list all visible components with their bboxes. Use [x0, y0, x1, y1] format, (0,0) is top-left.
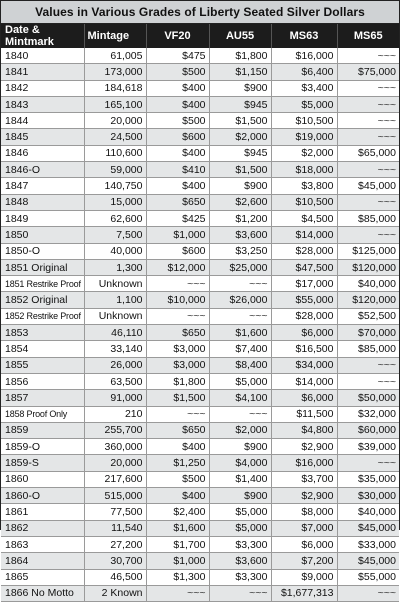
cell-ms63: $11,500	[271, 406, 337, 422]
cell-ms63: $2,900	[271, 439, 337, 455]
cell-date-mintmark: 1854	[1, 341, 84, 357]
cell-vf20: ~~~	[146, 276, 209, 292]
cell-vf20: $3,000	[146, 341, 209, 357]
cell-date-mintmark: 1849	[1, 210, 84, 226]
cell-mintage: 515,000	[84, 488, 146, 504]
cell-vf20: ~~~	[146, 585, 209, 601]
cell-au55: $1,200	[209, 210, 271, 226]
cell-date-mintmark: 1842	[1, 80, 84, 96]
cell-mintage: 165,100	[84, 96, 146, 112]
cell-vf20: $400	[146, 80, 209, 96]
cell-date-mintmark: 1857	[1, 390, 84, 406]
cell-ms63: $7,000	[271, 520, 337, 536]
table-row	[1, 357, 399, 373]
cell-ms63: $55,000	[271, 292, 337, 308]
cell-ms65: $32,000	[337, 406, 399, 422]
table-row	[1, 520, 399, 536]
cell-ms63: $47,500	[271, 259, 337, 275]
table-title: Values in Various Grades of Liberty Seated Silver Dollars	[1, 1, 399, 24]
cell-ms65: $33,000	[337, 536, 399, 552]
cell-au55: $945	[209, 96, 271, 112]
cell-vf20: $1,700	[146, 536, 209, 552]
cell-au55: $1,400	[209, 471, 271, 487]
table-row	[1, 80, 399, 96]
cell-mintage: 7,500	[84, 227, 146, 243]
cell-date-mintmark: 1843	[1, 96, 84, 112]
table-row	[1, 422, 399, 438]
cell-date-mintmark: 1858 Proof Only	[1, 406, 84, 422]
cell-mintage: 91,000	[84, 390, 146, 406]
cell-date-mintmark: 1860-O	[1, 488, 84, 504]
table-row	[1, 341, 399, 357]
cell-ms63: $1,677,313	[271, 585, 337, 601]
cell-date-mintmark: 1851 Original	[1, 259, 84, 275]
cell-au55: $900	[209, 488, 271, 504]
cell-ms65: $45,000	[337, 178, 399, 194]
table-row	[1, 536, 399, 552]
cell-ms65: $60,000	[337, 422, 399, 438]
cell-date-mintmark: 1861	[1, 504, 84, 520]
cell-au55: $900	[209, 439, 271, 455]
cell-ms65: $120,000	[337, 259, 399, 275]
cell-mintage: 46,110	[84, 325, 146, 341]
cell-ms63: $14,000	[271, 373, 337, 389]
table-row	[1, 504, 399, 520]
cell-date-mintmark: 1856	[1, 373, 84, 389]
cell-mintage: 61,005	[84, 48, 146, 64]
cell-au55: $8,400	[209, 357, 271, 373]
cell-mintage: 63,500	[84, 373, 146, 389]
cell-au55: $5,000	[209, 520, 271, 536]
cell-date-mintmark: 1860	[1, 471, 84, 487]
cell-date-mintmark: 1841	[1, 64, 84, 80]
cell-vf20: $650	[146, 325, 209, 341]
cell-vf20: $500	[146, 113, 209, 129]
cell-au55: $5,000	[209, 373, 271, 389]
cell-au55: $5,000	[209, 504, 271, 520]
cell-mintage: Unknown	[84, 308, 146, 324]
cell-vf20: $650	[146, 422, 209, 438]
cell-ms63: $6,000	[271, 325, 337, 341]
cell-vf20: $400	[146, 145, 209, 161]
cell-ms65: $70,000	[337, 325, 399, 341]
cell-ms65: ~~~	[337, 162, 399, 178]
cell-mintage: 11,540	[84, 520, 146, 536]
cell-mintage: 140,750	[84, 178, 146, 194]
cell-au55: $3,300	[209, 569, 271, 585]
column-header-ms63: MS63	[271, 24, 337, 48]
table-row	[1, 113, 399, 129]
cell-date-mintmark: 1864	[1, 553, 84, 569]
cell-au55: $2,000	[209, 129, 271, 145]
cell-mintage: 1,100	[84, 292, 146, 308]
cell-vf20: $400	[146, 439, 209, 455]
cell-mintage: 40,000	[84, 243, 146, 259]
cell-au55: $1,600	[209, 325, 271, 341]
cell-ms63: $14,000	[271, 227, 337, 243]
cell-ms63: $7,200	[271, 553, 337, 569]
cell-ms63: $3,700	[271, 471, 337, 487]
cell-ms63: $34,000	[271, 357, 337, 373]
cell-date-mintmark: 1866 No Motto	[1, 585, 84, 601]
cell-mintage: 255,700	[84, 422, 146, 438]
table-row	[1, 455, 399, 471]
cell-ms63: $6,400	[271, 64, 337, 80]
cell-ms63: $9,000	[271, 569, 337, 585]
table-row	[1, 406, 399, 422]
cell-mintage: 20,000	[84, 455, 146, 471]
cell-date-mintmark: 1852 Restrike Proof	[1, 308, 84, 324]
cell-date-mintmark: 1840	[1, 48, 84, 64]
cell-ms63: $4,800	[271, 422, 337, 438]
cell-date-mintmark: 1846	[1, 145, 84, 161]
cell-ms63: $3,800	[271, 178, 337, 194]
cell-au55: ~~~	[209, 276, 271, 292]
cell-vf20: $12,000	[146, 259, 209, 275]
cell-ms63: $2,000	[271, 145, 337, 161]
cell-mintage: 30,700	[84, 553, 146, 569]
cell-au55: $3,250	[209, 243, 271, 259]
cell-au55: $2,600	[209, 194, 271, 210]
cell-vf20: $600	[146, 243, 209, 259]
table-header	[1, 24, 399, 48]
cell-vf20: $1,600	[146, 520, 209, 536]
column-header-au55: AU55	[209, 24, 271, 48]
cell-mintage: 46,500	[84, 569, 146, 585]
table-row	[1, 553, 399, 569]
cell-vf20: $600	[146, 129, 209, 145]
cell-mintage: 33,140	[84, 341, 146, 357]
cell-mintage: 26,000	[84, 357, 146, 373]
cell-date-mintmark: 1859-O	[1, 439, 84, 455]
table-row	[1, 276, 399, 292]
cell-date-mintmark: 1850-O	[1, 243, 84, 259]
cell-au55: ~~~	[209, 585, 271, 601]
cell-ms65: $52,500	[337, 308, 399, 324]
cell-mintage: 59,000	[84, 162, 146, 178]
cell-ms63: $2,900	[271, 488, 337, 504]
cell-au55: $4,100	[209, 390, 271, 406]
cell-vf20: ~~~	[146, 406, 209, 422]
cell-au55: $4,000	[209, 455, 271, 471]
cell-ms63: $10,500	[271, 194, 337, 210]
cell-ms65: ~~~	[337, 96, 399, 112]
cell-ms65: ~~~	[337, 357, 399, 373]
cell-date-mintmark: 1847	[1, 178, 84, 194]
table-row	[1, 227, 399, 243]
cell-vf20: $1,800	[146, 373, 209, 389]
cell-date-mintmark: 1865	[1, 569, 84, 585]
cell-ms65: ~~~	[337, 455, 399, 471]
cell-date-mintmark: 1846-O	[1, 162, 84, 178]
cell-mintage: 184,618	[84, 80, 146, 96]
table-row	[1, 373, 399, 389]
cell-ms65: ~~~	[337, 585, 399, 601]
cell-mintage: Unknown	[84, 276, 146, 292]
cell-date-mintmark: 1859-S	[1, 455, 84, 471]
cell-ms63: $5,000	[271, 96, 337, 112]
table-row	[1, 439, 399, 455]
cell-ms65: $75,000	[337, 64, 399, 80]
cell-au55: $2,000	[209, 422, 271, 438]
cell-vf20: $475	[146, 48, 209, 64]
cell-ms65: ~~~	[337, 373, 399, 389]
cell-vf20: $650	[146, 194, 209, 210]
cell-ms65: $45,000	[337, 553, 399, 569]
cell-ms63: $16,000	[271, 455, 337, 471]
cell-vf20: $1,300	[146, 569, 209, 585]
cell-ms65: ~~~	[337, 113, 399, 129]
cell-ms65: $40,000	[337, 504, 399, 520]
cell-ms63: $8,000	[271, 504, 337, 520]
cell-ms63: $6,000	[271, 536, 337, 552]
cell-au55: $1,500	[209, 162, 271, 178]
table-row	[1, 471, 399, 487]
table-row	[1, 162, 399, 178]
table-row	[1, 390, 399, 406]
cell-mintage: 15,000	[84, 194, 146, 210]
cell-vf20: $1,500	[146, 390, 209, 406]
cell-vf20: $410	[146, 162, 209, 178]
cell-ms65: $30,000	[337, 488, 399, 504]
cell-ms65: $50,000	[337, 390, 399, 406]
cell-ms63: $28,000	[271, 308, 337, 324]
cell-ms65: $39,000	[337, 439, 399, 455]
cell-vf20: $500	[146, 64, 209, 80]
cell-au55: ~~~	[209, 308, 271, 324]
cell-au55: $3,300	[209, 536, 271, 552]
cell-date-mintmark: 1859	[1, 422, 84, 438]
cell-au55: $25,000	[209, 259, 271, 275]
cell-date-mintmark: 1862	[1, 520, 84, 536]
cell-ms65: ~~~	[337, 48, 399, 64]
cell-mintage: 1,300	[84, 259, 146, 275]
cell-ms65: ~~~	[337, 129, 399, 145]
cell-vf20: $425	[146, 210, 209, 226]
cell-date-mintmark: 1852 Original	[1, 292, 84, 308]
cell-au55: $7,400	[209, 341, 271, 357]
column-header-date-mintmark: Date & Mintmark	[1, 24, 84, 48]
cell-vf20: $1,000	[146, 553, 209, 569]
table-row	[1, 585, 399, 601]
cell-ms63: $17,000	[271, 276, 337, 292]
cell-mintage: 110,600	[84, 145, 146, 161]
cell-mintage: 2 Known	[84, 585, 146, 601]
cell-ms65: $125,000	[337, 243, 399, 259]
cell-ms65: $120,000	[337, 292, 399, 308]
cell-date-mintmark: 1844	[1, 113, 84, 129]
cell-ms65: ~~~	[337, 194, 399, 210]
cell-vf20: $500	[146, 471, 209, 487]
column-header-ms65: MS65	[337, 24, 399, 48]
cell-vf20: $2,400	[146, 504, 209, 520]
cell-au55: ~~~	[209, 406, 271, 422]
table-row	[1, 488, 399, 504]
cell-ms63: $18,000	[271, 162, 337, 178]
cell-au55: $900	[209, 178, 271, 194]
cell-date-mintmark: 1853	[1, 325, 84, 341]
cell-mintage: 217,600	[84, 471, 146, 487]
cell-vf20: $10,000	[146, 292, 209, 308]
cell-ms65: $40,000	[337, 276, 399, 292]
table-row	[1, 194, 399, 210]
cell-date-mintmark: 1848	[1, 194, 84, 210]
cell-au55: $1,800	[209, 48, 271, 64]
cell-vf20: $400	[146, 96, 209, 112]
table-row	[1, 292, 399, 308]
cell-mintage: 24,500	[84, 129, 146, 145]
cell-ms65: $85,000	[337, 210, 399, 226]
cell-ms63: $3,400	[271, 80, 337, 96]
table-row	[1, 129, 399, 145]
cell-au55: $945	[209, 145, 271, 161]
cell-date-mintmark: 1855	[1, 357, 84, 373]
table-row	[1, 96, 399, 112]
cell-date-mintmark: 1850	[1, 227, 84, 243]
column-header-mintage: Mintage	[84, 24, 146, 48]
cell-mintage: 20,000	[84, 113, 146, 129]
table-row	[1, 64, 399, 80]
table-row	[1, 210, 399, 226]
cell-mintage: 62,600	[84, 210, 146, 226]
table-row	[1, 325, 399, 341]
cell-ms63: $10,500	[271, 113, 337, 129]
cell-au55: $26,000	[209, 292, 271, 308]
table-row	[1, 259, 399, 275]
cell-date-mintmark: 1851 Restrike Proof	[1, 276, 84, 292]
cell-vf20: ~~~	[146, 308, 209, 324]
cell-mintage: 173,000	[84, 64, 146, 80]
cell-ms63: $19,000	[271, 129, 337, 145]
table-row	[1, 48, 399, 64]
cell-vf20: $400	[146, 488, 209, 504]
table-row	[1, 145, 399, 161]
cell-ms63: $16,500	[271, 341, 337, 357]
table-row	[1, 178, 399, 194]
cell-vf20: $3,000	[146, 357, 209, 373]
cell-mintage: 210	[84, 406, 146, 422]
table-row	[1, 243, 399, 259]
cell-ms63: $4,500	[271, 210, 337, 226]
cell-mintage: 77,500	[84, 504, 146, 520]
cell-ms65: $35,000	[337, 471, 399, 487]
cell-date-mintmark: 1863	[1, 536, 84, 552]
cell-ms63: $6,000	[271, 390, 337, 406]
cell-ms65: ~~~	[337, 80, 399, 96]
cell-ms65: ~~~	[337, 227, 399, 243]
cell-ms63: $16,000	[271, 48, 337, 64]
cell-date-mintmark: 1845	[1, 129, 84, 145]
cell-vf20: $1,250	[146, 455, 209, 471]
cell-mintage: 360,000	[84, 439, 146, 455]
cell-ms65: $55,000	[337, 569, 399, 585]
cell-ms65: $65,000	[337, 145, 399, 161]
cell-au55: $3,600	[209, 553, 271, 569]
cell-ms65: $45,000	[337, 520, 399, 536]
column-header-vf20: VF20	[146, 24, 209, 48]
cell-au55: $1,150	[209, 64, 271, 80]
cell-vf20: $400	[146, 178, 209, 194]
cell-ms63: $28,000	[271, 243, 337, 259]
cell-au55: $3,600	[209, 227, 271, 243]
cell-vf20: $1,000	[146, 227, 209, 243]
cell-au55: $1,500	[209, 113, 271, 129]
values-table	[1, 24, 399, 602]
cell-mintage: 27,200	[84, 536, 146, 552]
cell-ms65: $85,000	[337, 341, 399, 357]
cell-au55: $900	[209, 80, 271, 96]
header-row	[1, 24, 399, 48]
table-row	[1, 569, 399, 585]
table-body	[1, 48, 399, 602]
table-row	[1, 308, 399, 324]
